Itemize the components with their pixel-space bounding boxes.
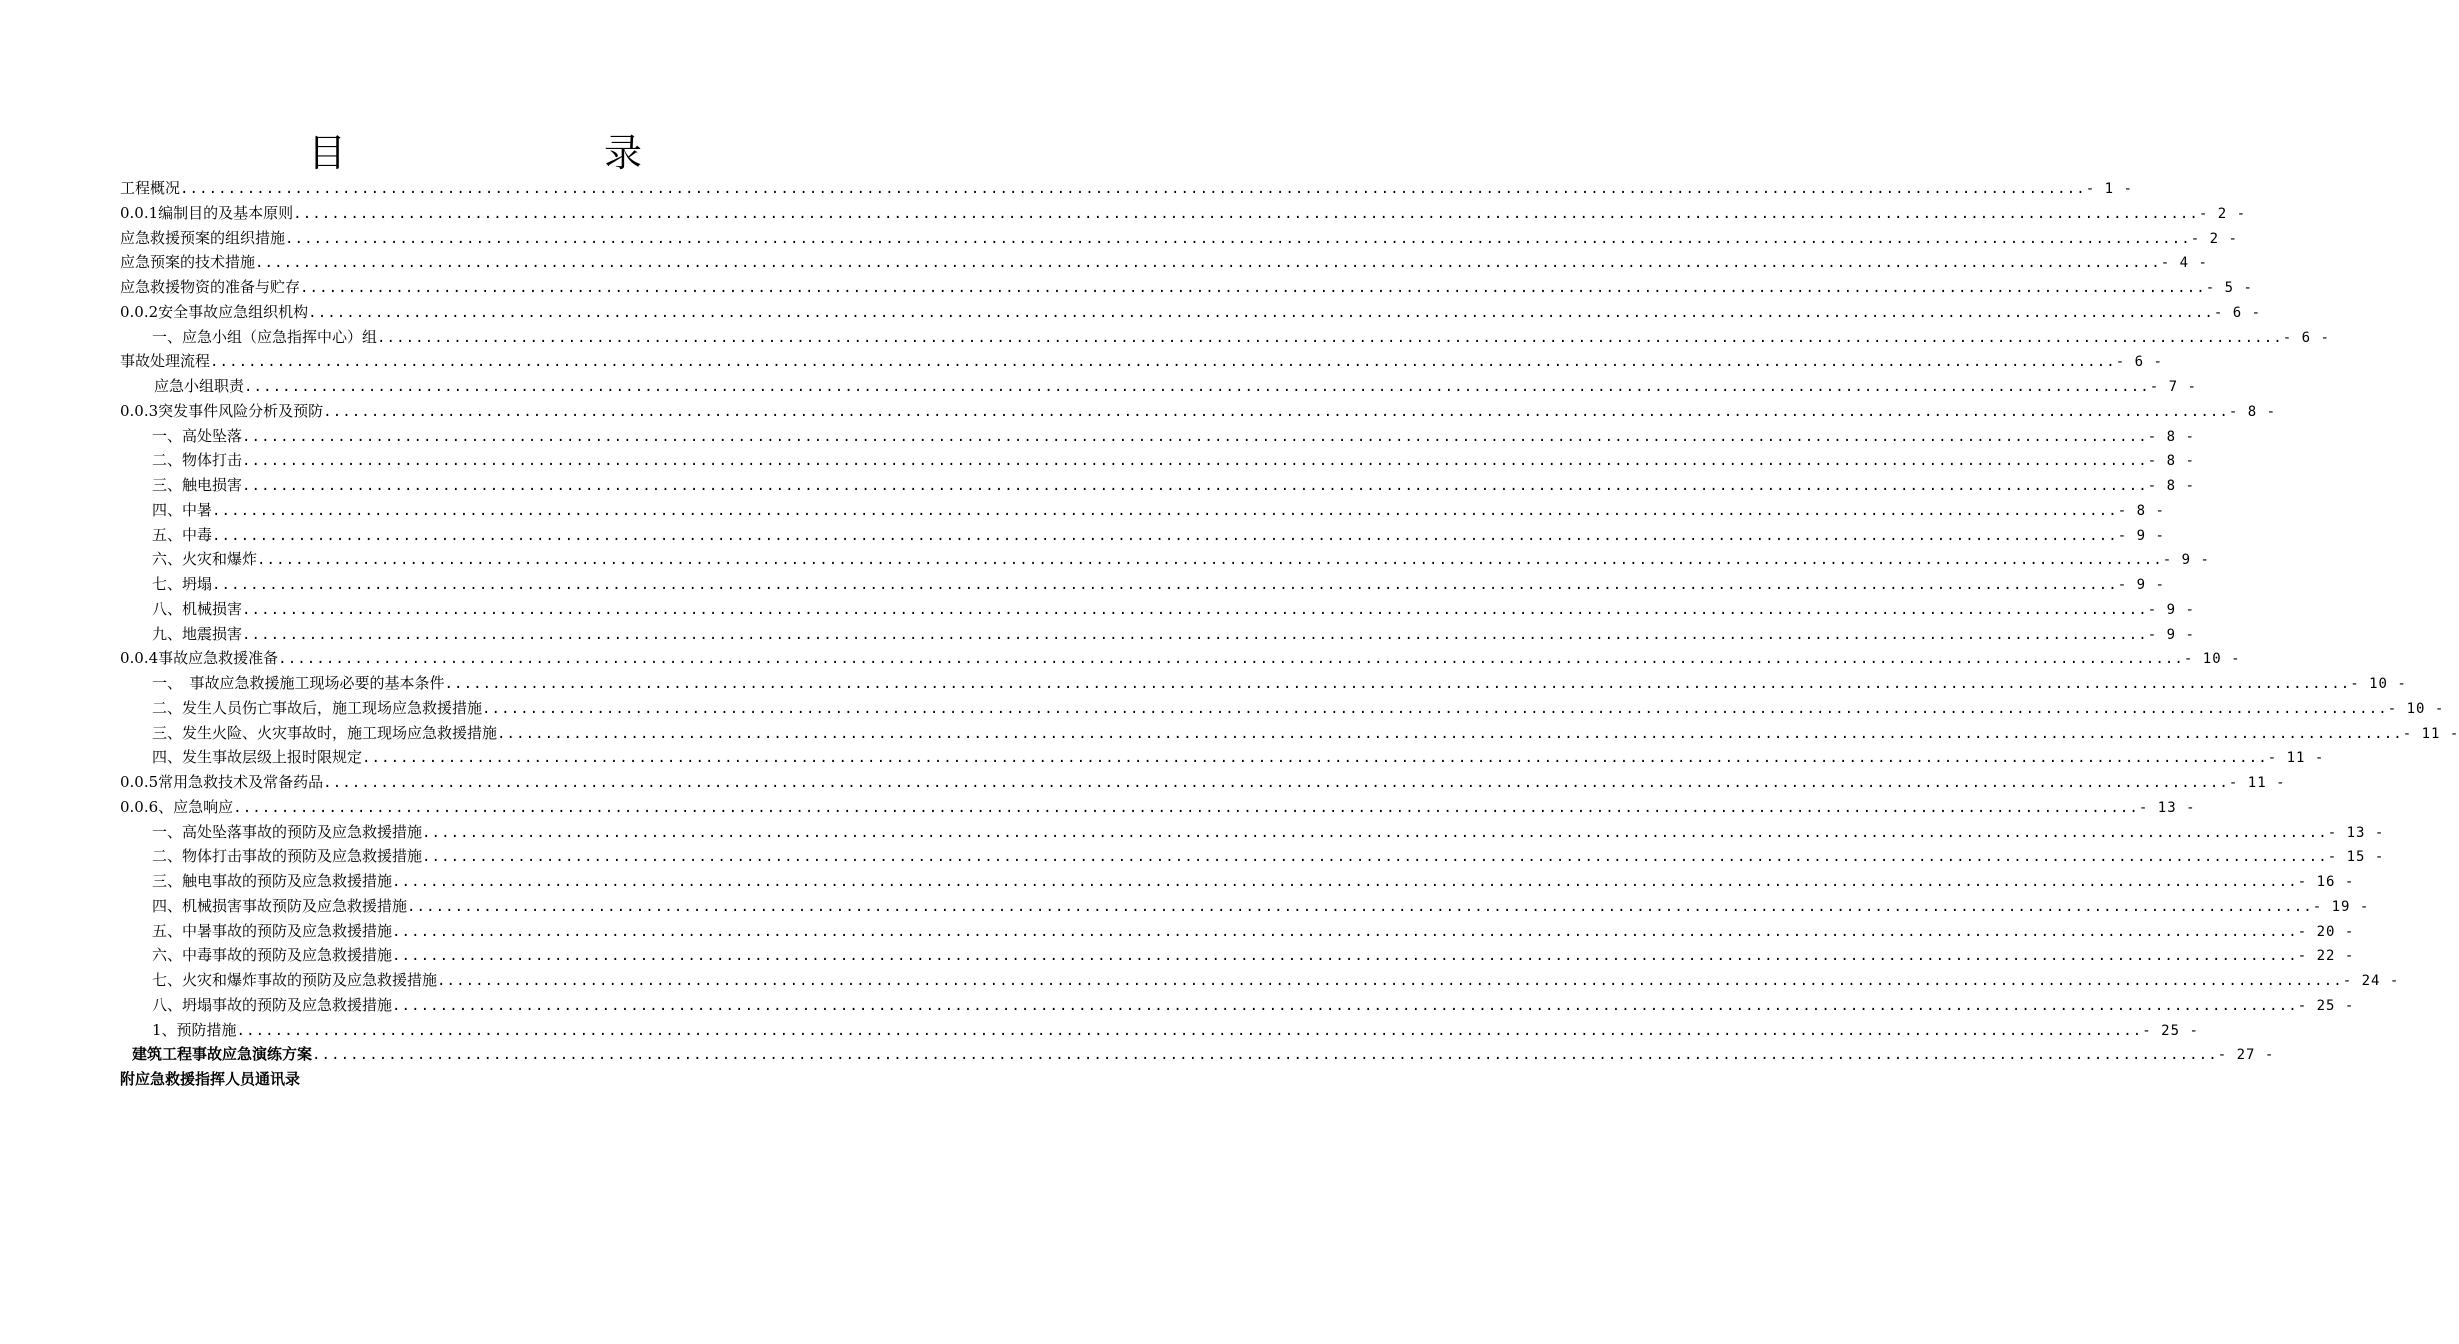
toc-entry-label: 五、中毒 — [152, 525, 213, 544]
toc-leader-dots: ........................................................................................................................................................................................................ — [180, 181, 2086, 197]
toc-entry-label: 0.0.2安全事故应急组织机构 — [120, 302, 309, 321]
toc-page-number: - 10 - — [2387, 700, 2445, 717]
toc-entry[interactable] — [120, 325, 2330, 350]
toc-page-number: - 20 - — [2297, 923, 2355, 940]
toc-entry-label: 事故处理流程 — [120, 352, 211, 371]
toc-page-number: - 8 - — [2228, 403, 2277, 420]
toc-entry[interactable] — [120, 473, 2195, 498]
toc-entry[interactable] — [120, 770, 2286, 795]
toc-page-number: - 11 - — [2267, 750, 2325, 767]
toc-entry[interactable] — [120, 275, 2253, 300]
toc-entry[interactable] — [120, 1018, 2199, 1043]
toc-entry-label: 八、坍塌事故的预防及应急救援措施 — [152, 995, 393, 1014]
toc-entry-label: 一、应急小组（应急指挥中心）组 — [152, 327, 378, 346]
toc-entry[interactable] — [120, 1042, 2275, 1067]
toc-page-number: - 25 - — [2297, 997, 2355, 1014]
toc-entry-label: 六、中毒事故的预防及应急救援措施 — [152, 946, 393, 965]
toc-page-number: - 9 - — [2147, 601, 2195, 618]
toc-entry-label: 0.0.4事故应急救援准备 — [120, 649, 279, 668]
toc-leader-dots: ........................................................................................................................................................................................................ — [255, 255, 2161, 272]
toc-entry[interactable] — [120, 226, 2238, 251]
toc-page-number: - 11 - — [2402, 725, 2459, 742]
toc-page-number: - 16 - — [2297, 874, 2355, 890]
toc-leader-dots: ........................................................................................................................................................................................................ — [407, 898, 2313, 915]
toc-page-number: - 5 - — [2205, 280, 2253, 296]
toc-entry[interactable] — [120, 597, 2195, 622]
toc-entry-label: 附应急救援指挥人员通讯录 — [120, 1070, 301, 1088]
toc-entry-label: 四、机械损害事故预防及应急救援措施 — [152, 896, 408, 915]
toc-entry-label: 四、发生事故层级上报时限规定 — [152, 748, 363, 767]
toc-page-number: - 9 - — [2147, 626, 2195, 643]
toc-leader-dots: ........................................................................................................................................................................................................ — [210, 354, 2116, 371]
toc-entry[interactable] — [120, 572, 2165, 597]
toc-entry-label: 0.0.3突发事件风险分析及预防 — [120, 401, 324, 420]
toc-entry[interactable] — [120, 721, 2459, 746]
toc-leader-dots: ........................................................................................................................................................................................................ — [437, 973, 2343, 989]
toc-leader-dots: ........................................................................................................................................................................................................ — [308, 304, 2214, 321]
toc-entry[interactable] — [120, 448, 2195, 473]
toc-entry[interactable] — [120, 349, 2163, 374]
toc-leader-dots: ........................................................................................................................................................................................................ — [233, 799, 2139, 816]
toc-entry[interactable] — [120, 176, 2133, 201]
toc-entry-label: 三、发生火险、火灾事故时，施工现场应急救援措施 — [152, 723, 498, 742]
toc-leader-dots: ........................................................................................................................................................................................................ — [377, 329, 2283, 346]
toc-entry[interactable] — [120, 1067, 890, 1092]
toc-leader-dots: ........................................................................................................................................................................................................ — [422, 824, 2328, 841]
toc-leader-dots: ........................................................................................................................................................................................................ — [236, 1022, 2143, 1039]
toc-entry[interactable] — [120, 250, 2208, 275]
toc-entry[interactable] — [120, 795, 2196, 820]
toc-page-number: - 6 - — [2213, 304, 2262, 321]
toc-entry-label: 四、中暑 — [152, 500, 213, 519]
toc-entry[interactable] — [120, 844, 2385, 869]
toc-page-number: - 15 - — [2327, 849, 2385, 866]
toc-entry-label: 应急小组职责 — [154, 377, 245, 395]
toc-leader-dots: ........................................................................................................................................................................................................ — [242, 626, 2148, 643]
toc-entry-label: 应急预案的技术措施 — [120, 253, 256, 272]
toc-entry[interactable] — [120, 696, 2445, 721]
toc-entry-label: 0.0.6、应急响应 — [120, 797, 234, 816]
toc-entry-label: 0.0.1编制目的及基本原则 — [120, 203, 294, 222]
toc-entry-label: 二、发生人员伤亡事故后，施工现场应急救援措施 — [152, 698, 483, 717]
toc-leader-dots: ........................................................................................................................................................................................................ — [244, 379, 2150, 395]
toc-entry-label: 二、物体打击 — [152, 451, 243, 470]
toc-entry-label: 一、高处坠落 — [152, 426, 243, 445]
toc-page-number: - 6 - — [2115, 354, 2163, 371]
toc-entry[interactable] — [120, 424, 2195, 449]
toc-leader-dots: ........................................................................................................................................................................................................ — [482, 700, 2388, 717]
toc-entry[interactable] — [120, 745, 2325, 770]
toc-entry[interactable] — [120, 993, 2355, 1018]
toc-page-number: - 6 - — [2282, 329, 2330, 346]
toc-leader-dots: ........................................................................................................................................................................................................ — [444, 676, 2351, 692]
toc-leader-dots: ........................................................................................................................................................................................................ — [422, 849, 2328, 866]
toc-entry-label: 七、坍塌 — [152, 575, 213, 593]
toc-entry-label: 应急救援物资的准备与贮存 — [120, 278, 301, 296]
toc-entry[interactable] — [120, 374, 2197, 399]
toc-leader-dots: ........................................................................................................................................................................................................ — [242, 601, 2148, 618]
toc-leader-dots: ........................................................................................................................................................................................................ — [257, 552, 2163, 569]
toc-leader-dots: ........................................................................................................................................................................................................ — [392, 948, 2298, 965]
toc-page-number: - 13 - — [2138, 799, 2196, 816]
toc-leader-dots: ........................................................................................................................................................................................................ — [312, 1047, 2218, 1064]
toc-page-number: - 10 - — [2350, 676, 2407, 692]
toc-entry[interactable] — [120, 399, 2277, 424]
toc-entry[interactable] — [120, 300, 2262, 325]
toc-page-number: - 8 - — [2117, 502, 2165, 519]
toc-page-number: - 25 - — [2142, 1022, 2199, 1039]
toc-leader-dots: ........................................................................................................................................................................................................ — [362, 750, 2268, 767]
toc-entry[interactable] — [120, 820, 2385, 845]
toc-leader-dots: ........................................................................................................................................................................................................ — [212, 502, 2118, 519]
toc-page-number: - 19 - — [2312, 898, 2370, 915]
toc-entry[interactable] — [120, 523, 2165, 548]
toc-page-number: - 11 - — [2228, 775, 2286, 791]
toc-page-number: - 8 - — [2147, 453, 2195, 470]
toc-entry-label: 建筑工程事故应急演练方案 — [132, 1045, 313, 1064]
toc-page-number: - 9 - — [2117, 527, 2165, 544]
toc-entry[interactable] — [120, 894, 2370, 919]
toc-page-number: - 8 - — [2147, 478, 2195, 494]
toc-page-number: - 8 - — [2147, 428, 2195, 445]
toc-entry-label: 应急救援预案的组织措施 — [120, 228, 286, 247]
toc-entry-label: 三、触电损害 — [152, 476, 243, 494]
toc-entry-label: 八、机械损害 — [152, 599, 243, 618]
toc-leader-dots: ........................................................................................................................................................................................................ — [392, 997, 2298, 1014]
toc-page-number: - 7 - — [2149, 379, 2197, 395]
toc-leader-dots: ........................................................................................................................................................................................................ — [242, 478, 2148, 494]
toc-entry-label: 一、高处坠落事故的预防及应急救援措施 — [152, 822, 423, 841]
toc-leader-dots: ........................................................................................................................................................................................................ — [212, 577, 2118, 593]
toc-entry[interactable] — [120, 646, 2241, 671]
toc-entry[interactable] — [120, 968, 2400, 993]
toc-leader-dots: ........................................................................................................................................................................................................ — [300, 280, 2206, 296]
toc-entry[interactable] — [120, 622, 2195, 647]
toc-entry-label: 0.0.5常用急救技术及常备药品 — [120, 773, 324, 791]
toc-page-number: - 1 - — [2085, 181, 2133, 197]
toc-leader-dots: ........................................................................................................................................................................................................ — [323, 775, 2229, 791]
toc-leader-dots: ........................................................................................................................................................................................................ — [242, 428, 2148, 445]
toc-entry[interactable] — [120, 201, 2247, 226]
toc-entry[interactable] — [120, 498, 2165, 523]
toc-page-number: - 9 - — [2162, 552, 2210, 569]
toc-leader-dots: ........................................................................................................................................................................................................ — [392, 874, 2298, 890]
toc-page-number: - 2 - — [2198, 205, 2247, 222]
toc-entry[interactable] — [120, 869, 2355, 894]
toc-leader-dots: ........................................................................................................................................................................................................ — [323, 403, 2229, 420]
toc-leader-dots: ........................................................................................................................................................................................................ — [212, 527, 2118, 544]
toc-page-number: - 22 - — [2297, 948, 2355, 965]
toc-leader-dots: ........................................................................................................................................................................................................ — [242, 453, 2148, 470]
toc-leader-dots: ........................................................................................................................................................................................................ — [497, 725, 2403, 742]
toc-page-number: - 24 - — [2342, 973, 2400, 989]
toc-page-number: - 2 - — [2190, 230, 2238, 247]
table-of-contents — [120, 176, 2459, 1092]
toc-leader-dots: ........................................................................................................................................................................................................ — [278, 651, 2184, 668]
toc-entry-label: 工程概况 — [120, 179, 181, 197]
toc-entry-label: 二、物体打击事故的预防及应急救援措施 — [152, 847, 423, 866]
toc-entry[interactable] — [120, 547, 2210, 572]
toc-entry-label: 三、触电事故的预防及应急救援措施 — [152, 872, 393, 890]
toc-entry[interactable] — [120, 943, 2355, 968]
toc-entry-label: 一、 事故应急救援施工现场必要的基本条件 — [152, 674, 445, 692]
toc-leader-dots: ........................................................................................................................................................................................................ — [392, 923, 2298, 940]
toc-entry-label: 七、火灾和爆炸事故的预防及应急救援措施 — [152, 971, 438, 989]
toc-page-number: - 9 - — [2117, 577, 2165, 593]
toc-entry[interactable] — [120, 919, 2355, 944]
toc-page-number: - 13 - — [2327, 824, 2385, 841]
toc-page-number: - 4 - — [2160, 255, 2208, 272]
toc-entry-label: 1、预防措施 — [152, 1020, 237, 1039]
toc-page-number: - 10 - — [2183, 651, 2241, 668]
toc-page-number: - 27 - — [2217, 1047, 2275, 1064]
toc-entry-label: 六、火灾和爆炸 — [152, 550, 258, 569]
toc-entry-label: 九、地震损害 — [152, 624, 243, 643]
toc-entry[interactable] — [120, 671, 2407, 696]
toc-title: 目 录 — [307, 131, 752, 175]
toc-leader-dots: ........................................................................................................................................................................................................ — [285, 230, 2191, 247]
toc-entry-label: 五、中暑事故的预防及应急救援措施 — [152, 921, 393, 940]
toc-leader-dots: ........................................................................................................................................................................................................ — [293, 205, 2199, 222]
